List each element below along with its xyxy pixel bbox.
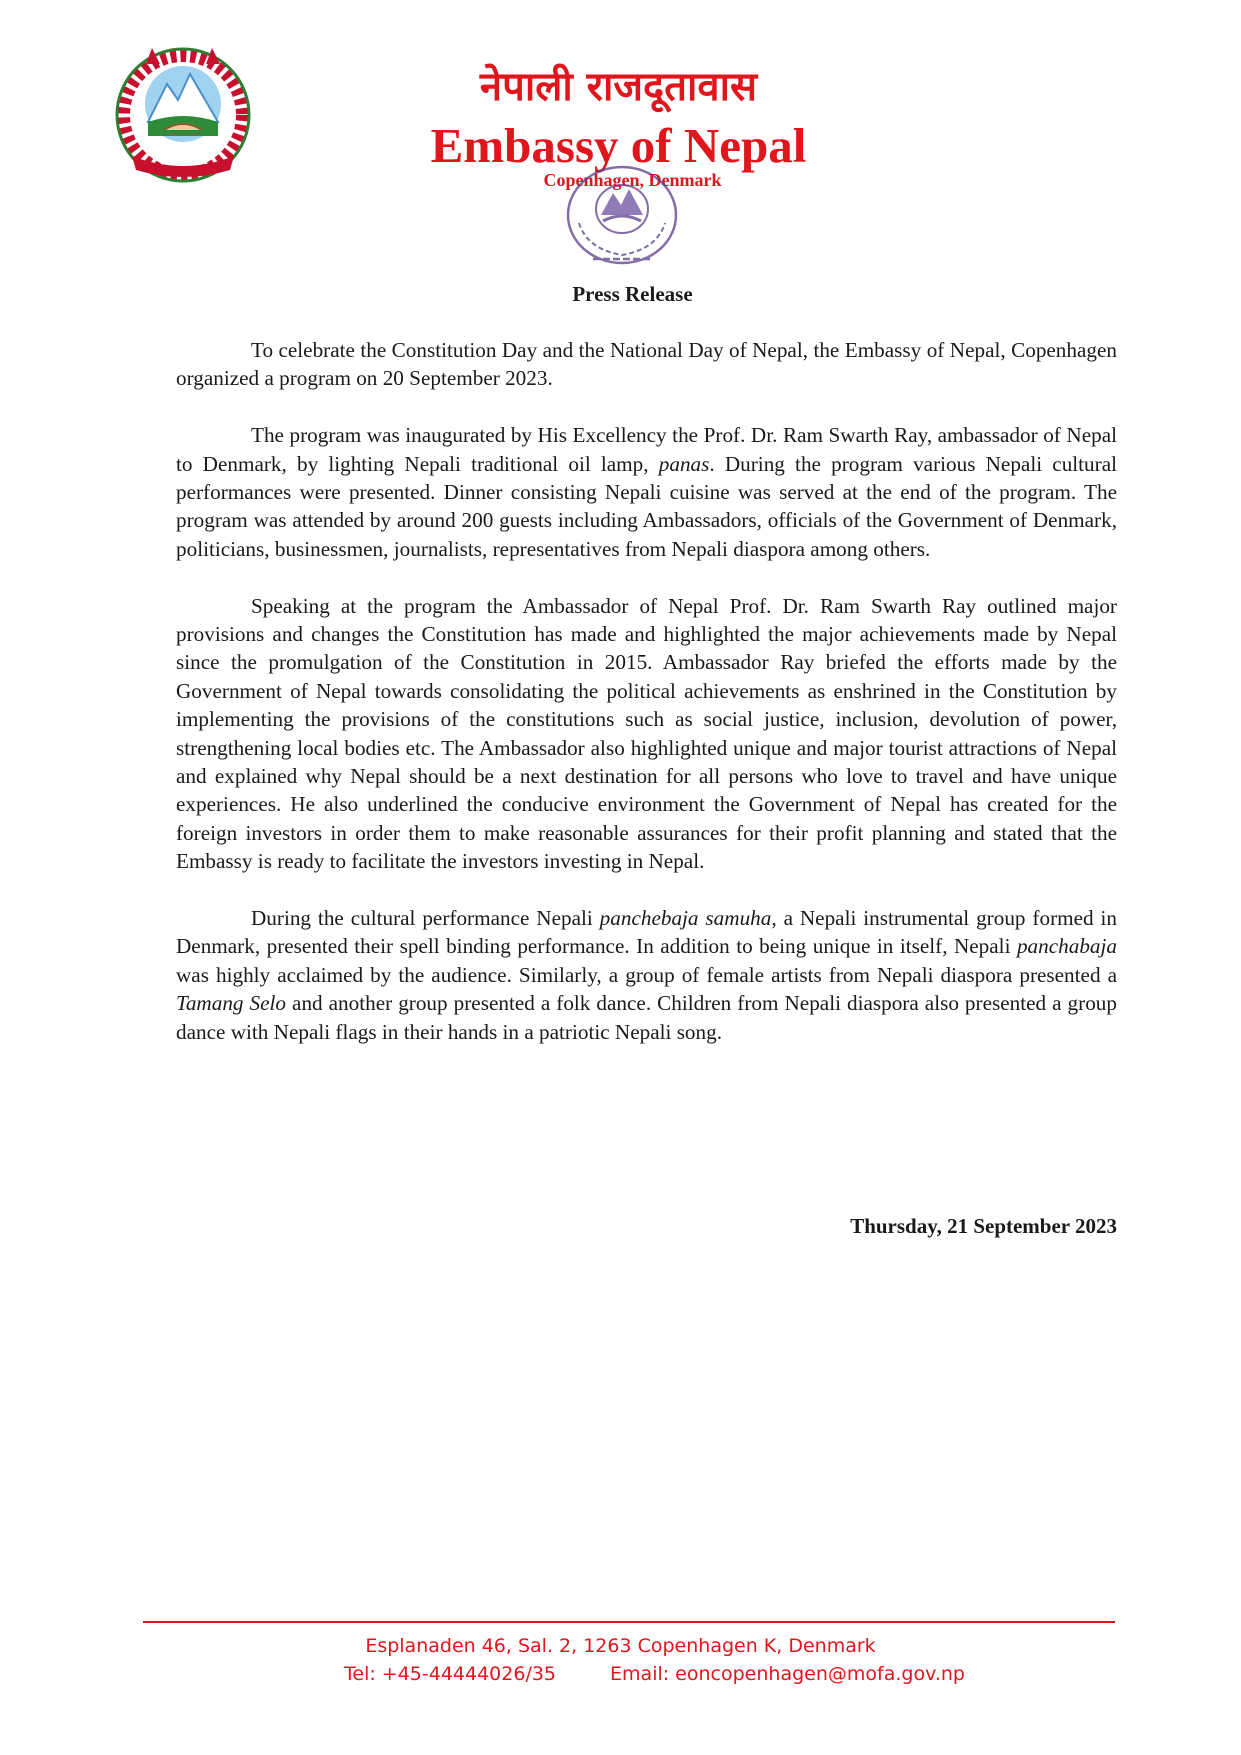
- paragraph-1: To celebrate the Constitution Day and the National Day of Nepal, the Embassy of Nepal, Copenhagen organized a program on 20 September 2023.: [176, 338, 1117, 391]
- document-heading: Press Release: [572, 282, 693, 306]
- footer-divider: [143, 1621, 1115, 1623]
- footer-contact: [344, 1663, 965, 1685]
- footer-telephone: Tel: +45-44444026/35: [344, 1663, 557, 1685]
- paragraph-4-text-b: , a Nepali instrumental group formed in Denmark, presented their spell binding performance. In addition to being unique in itself, Nepali: [176, 906, 1117, 959]
- paragraph-4-text-c: was highly acclaimed by the audience. Similarly, a group of female artists from Nepali diaspora presented a: [176, 962, 1117, 987]
- footer-email[interactable]: Email: eoncopenhagen@mofa.gov.np: [610, 1663, 965, 1685]
- paragraph-4-text-a: During the cultural performance Nepali: [251, 906, 600, 931]
- press-release-body: [176, 336, 1117, 1075]
- embassy-seal-stamp-icon: [563, 163, 681, 267]
- paragraph-2-text-b: . During the program various Nepali cultural performances were presented. Dinner consisting Nepali cuisine was served at the end of the program. The program was attended by around 200 guests including Ambassadors, officials of the Government of Denmark, politicians, businessmen, journalists, representatives from Nepali diaspora among others.: [176, 451, 1117, 561]
- embassy-title-english: Embassy of Nepal: [430, 118, 807, 173]
- term-panchabaja: panchabaja: [1016, 934, 1117, 959]
- paragraph-2: [176, 421, 1117, 563]
- paragraph-4-text-d: and another group presented a folk dance. Children from Nepali diaspora also presented a group dance with Nepali flags in their hands in a patriotic Nepali song.: [176, 991, 1117, 1044]
- paragraph-2-text-a: The program was inaugurated by His Excellency the Prof. Dr. Ram Swarth Ray, ambassador of Nepal to Denmark, by lighting Nepali traditional oil lamp,: [176, 423, 1117, 476]
- release-date: Thursday, 21 September 2023: [850, 1214, 1117, 1238]
- footer-address: Esplanaden 46, Sal. 2, 1263 Copenhagen K, Denmark: [365, 1635, 876, 1657]
- paragraph-3: Speaking at the program the Ambassador of Nepal Prof. Dr. Ram Swarth Ray outlined major provisions and changes the Constitution has made and highlighted the major achievements made by Nepal since the promulgation of the Constitution in 2015. Ambassador Ray briefed the efforts made by the Government of Nepal towards consolidating the political achievements as enshrined in the Constitution by implementing the provisions of the constitutions such as social justice, inclusion, devolution of power, strengthening local bodies etc. The Ambassador also highlighted unique and major tourist attractions of Nepal and explained why Nepal should be a next destination for all persons who love to travel and have unique experiences. He also underlined the conducive environment the Government of Nepal has created for the foreign investors in order them to make reasonable assurances for their profit planning and stated that the Embassy is ready to facilitate the investors investing in Nepal.: [176, 593, 1117, 874]
- embassy-location: Copenhagen, Denmark: [543, 170, 722, 190]
- embassy-title-devanagari: नेपाली राजदूतावास: [479, 64, 758, 110]
- term-panas: panas: [658, 451, 710, 476]
- term-tamang-selo: Tamang Selo: [176, 991, 287, 1016]
- paragraph-4: [176, 904, 1117, 1046]
- term-panchebaja-samuha: panchebaja samuha: [599, 906, 772, 931]
